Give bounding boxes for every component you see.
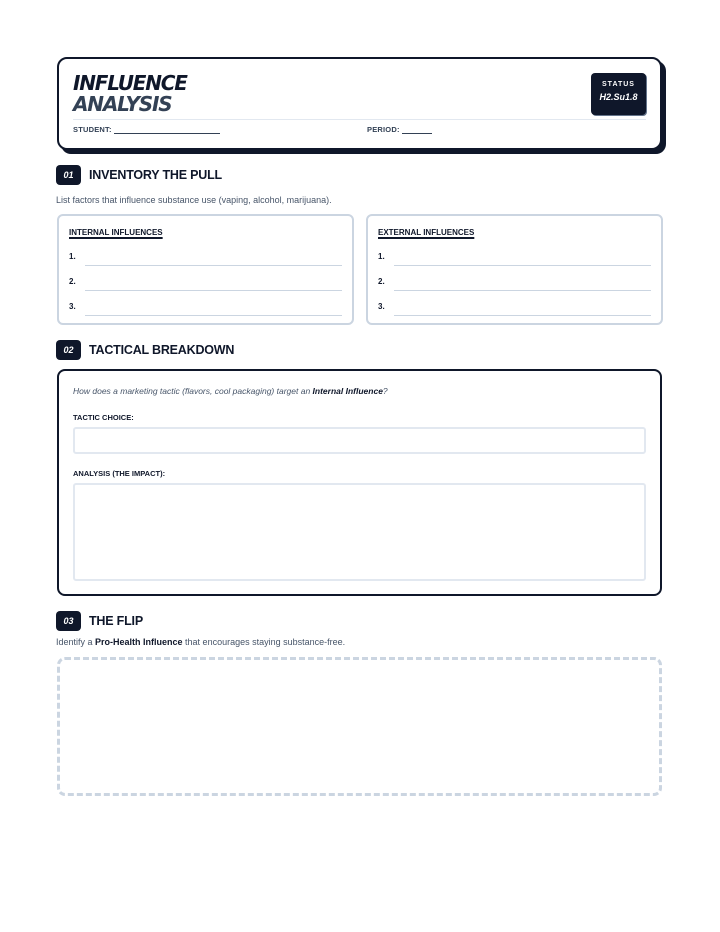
section-1-description: List factors that influence substance use (vaping, alcohol, marijuana). [56, 195, 332, 205]
tactic-choice-input[interactable] [73, 427, 646, 454]
section-3-description [56, 637, 345, 647]
question-text: How does a marketing tactic (flavors, cool packaging) target an [73, 386, 313, 396]
status-badge [591, 73, 646, 115]
answer-line[interactable] [394, 315, 651, 316]
external-item-3[interactable] [378, 302, 651, 316]
description-suffix: that encourages staying substance-free. [182, 637, 346, 647]
external-item-2[interactable] [378, 277, 651, 291]
header-card [57, 57, 662, 150]
internal-influences-title: INTERNAL INFLUENCES [69, 228, 163, 237]
section-1-number: 01 [56, 165, 81, 185]
section-3-heading [56, 611, 143, 631]
answer-line[interactable] [85, 265, 342, 266]
external-item-1[interactable] [378, 252, 651, 266]
section-2-title: TACTICAL BREAKDOWN [89, 343, 235, 357]
internal-item-2[interactable] [69, 277, 342, 291]
worksheet-title [73, 73, 187, 115]
item-number: 1. [69, 252, 76, 261]
internal-item-3[interactable] [69, 302, 342, 316]
student-label: STUDENT: [73, 125, 112, 134]
section-2-number: 02 [56, 340, 81, 360]
section-1-heading [56, 165, 222, 185]
title-line-2: ANALYSIS [73, 92, 172, 116]
section-2-heading [56, 340, 234, 360]
external-influences-box [366, 214, 663, 325]
analysis-label: ANALYSIS (THE IMPACT): [73, 469, 166, 478]
item-number: 3. [69, 302, 76, 311]
answer-line[interactable] [394, 265, 651, 266]
item-number: 2. [378, 277, 385, 286]
pro-health-answer-area[interactable] [57, 657, 662, 796]
item-number: 3. [378, 302, 385, 311]
status-label: STATUS [602, 81, 635, 88]
section-3-number: 03 [56, 611, 81, 631]
question-suffix: ? [382, 386, 388, 396]
title-line-1: INFLUENCE [73, 71, 187, 95]
item-number: 2. [69, 277, 76, 286]
answer-line[interactable] [85, 290, 342, 291]
student-field[interactable] [73, 125, 220, 134]
section-1-title: INVENTORY THE PULL [89, 168, 222, 182]
tactic-question [73, 386, 388, 396]
description-text: Identify a [56, 637, 96, 647]
answer-line[interactable] [394, 290, 651, 291]
question-emphasis: Internal Influence [312, 386, 383, 396]
description-emphasis: Pro-Health Influence [95, 637, 183, 647]
student-blank[interactable] [114, 126, 220, 134]
tactic-choice-label: TACTIC CHOICE: [73, 413, 134, 422]
tactical-breakdown-box [57, 369, 662, 596]
external-influences-title: EXTERNAL INFLUENCES [378, 228, 475, 237]
period-blank[interactable] [402, 126, 432, 134]
section-3-title: THE FLIP [89, 614, 143, 628]
item-number: 1. [378, 252, 385, 261]
internal-influences-box [57, 214, 354, 325]
period-label: PERIOD: [367, 125, 400, 134]
period-field[interactable] [367, 125, 432, 134]
status-value: H2.Su1.8 [599, 92, 638, 102]
analysis-textarea[interactable] [73, 483, 646, 581]
header-divider [73, 119, 646, 120]
answer-line[interactable] [85, 315, 342, 316]
internal-item-1[interactable] [69, 252, 342, 266]
